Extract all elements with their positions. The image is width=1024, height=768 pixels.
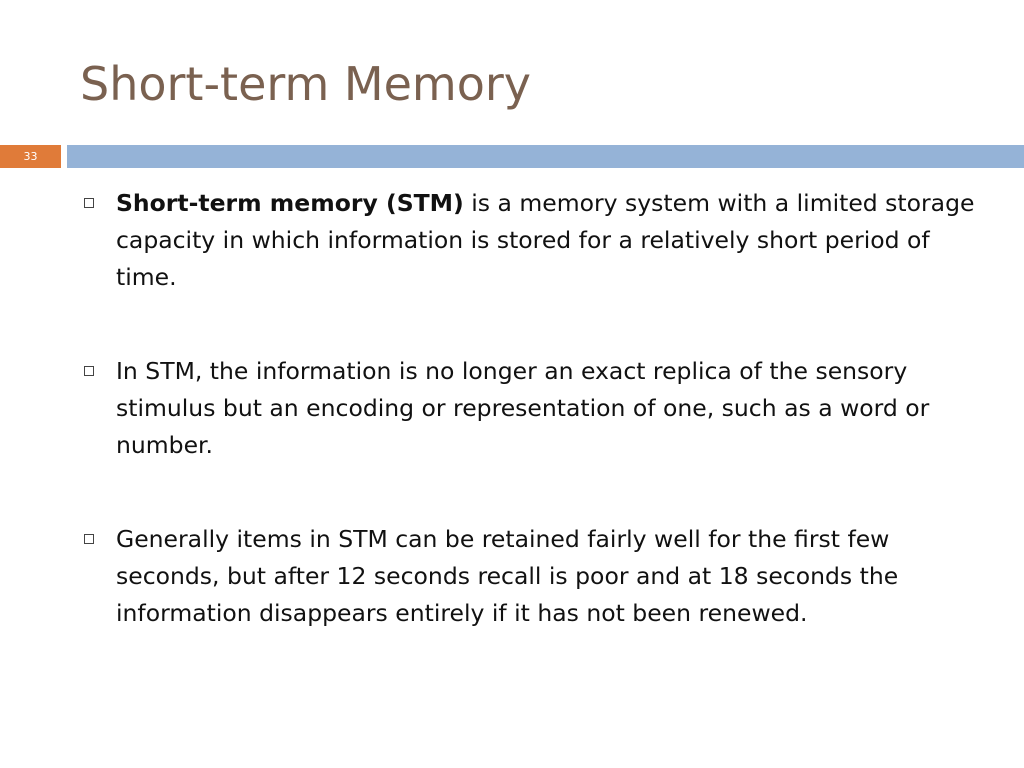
bullet-item	[80, 185, 980, 296]
bullet-bold-term: Short-term memory (STM)	[116, 189, 464, 217]
square-bullet-icon	[84, 534, 94, 544]
bullet-item	[80, 353, 980, 464]
bullet-item	[80, 521, 980, 632]
header-divider-bar	[67, 145, 1024, 168]
bullet-text: is a memory system with a limited storage capacity in which information is stored for a relatively short period of time.	[116, 189, 975, 291]
bullet-text: Generally items in STM can be retained fairly well for the first few seconds, but after 12 seconds recall is poor and at 18 seconds the information disappears entirely if it has not been renewed.	[116, 525, 899, 627]
square-bullet-icon	[84, 198, 94, 208]
bullet-text: In STM, the information is no longer an exact replica of the sensory stimulus but an encoding or representation of one, such as a word or number.	[116, 357, 930, 459]
slide-title: Short-term Memory	[80, 57, 531, 111]
slide-number: 33	[0, 145, 61, 168]
bullet-list	[80, 185, 980, 689]
square-bullet-icon	[84, 366, 94, 376]
